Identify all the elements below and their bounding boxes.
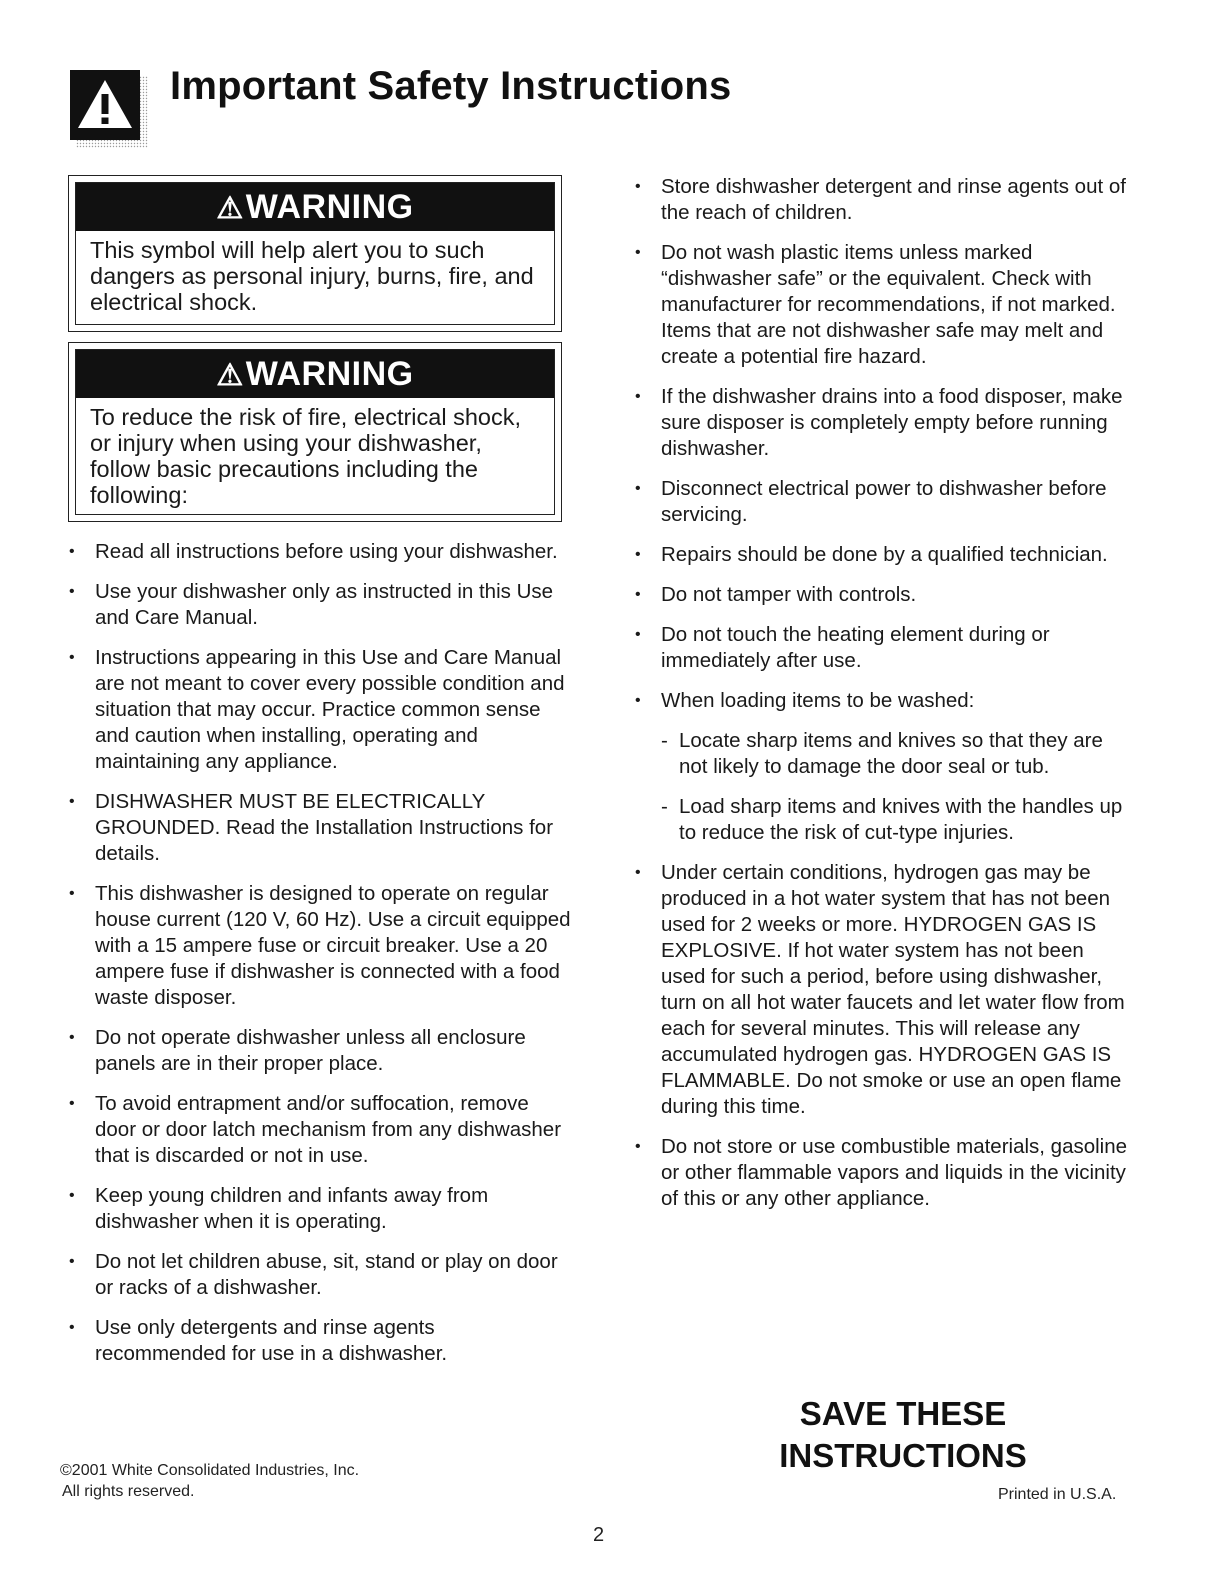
list-item: • Store dishwasher detergent and rinse agents out of the reach of children. (632, 174, 1132, 226)
rights-text: All rights reserved. (62, 1483, 195, 1500)
list-item: • Do not tamper with controls. (632, 582, 1132, 608)
copyright-notice (60, 1460, 359, 1502)
warning-heading-label: WARNING (245, 188, 414, 226)
list-item: • If the dishwasher drains into a food disposer, make sure disposer is completely empty before running dishwasher. (632, 384, 1132, 462)
warning-small-triangle-icon: ⚠ (216, 359, 244, 392)
list-item: • Do not wash plastic items unless marked “dishwasher safe” or the equivalent. Check with manufacturer for recommendations, if not marked. Items that are not dishwasher safe may melt and create a potential fire hazard. (632, 240, 1132, 370)
list-item: • Repairs should be done by a qualified technician. (632, 542, 1132, 568)
list-item: • Read all instructions before using your dishwasher. (66, 539, 571, 565)
save-line-1: SAVE THESE (799, 1395, 1007, 1432)
warning-heading-label: WARNING (245, 355, 414, 393)
warning-heading (76, 350, 554, 398)
list-item: • Do not store or use combustible materials, gasoline or other flammable vapors and liquids in the vicinity of this or any other appliance. (632, 1134, 1132, 1212)
list-item: • This dishwasher is designed to operate on regular house current (120 V, 60 Hz). Use a circuit equipped with a 15 ampere fuse or circuit breaker. Use a 20 ampere fuse if dishwasher is connected with a food waste disposer. (66, 881, 571, 1011)
list-item: • Under certain conditions, hydrogen gas may be produced in a hot water system that has not been used for 2 weeks or more. HYDROGEN GAS IS EXPLOSIVE. If hot water system has not been used for such a period, before using dishwasher, turn on all hot water faucets and let water flow from each for several minutes. This will release any accumulated hydrogen gas. HYDROGEN GAS IS FLAMMABLE. Do not smoke or use an open flame during this time. (632, 860, 1132, 1120)
sublist-item: - Locate sharp items and knives so that they are not likely to damage the door seal or tub. (661, 728, 1132, 780)
warning-text: To reduce the risk of fire, electrical shock, or injury when using your dishwasher, follow basic precautions including the following: (90, 404, 522, 508)
page-title: Important Safety Instructions (170, 64, 732, 108)
warning-box-symbol (68, 175, 562, 332)
warning-triangle-icon (70, 70, 148, 148)
list-item-text: When loading items to be washed: (661, 689, 975, 712)
list-item: • Disconnect electrical power to dishwasher before servicing. (632, 476, 1132, 528)
list-item: • Instructions appearing in this Use and Care Manual are not meant to cover every possible condition and situation that may occur. Practice common sense and caution when installing, operating and maintaining any appliance. (66, 645, 571, 775)
list-item: • Do not let children abuse, sit, stand or play on door or racks of a dishwasher. (66, 1249, 571, 1301)
list-item: • Do not operate dishwasher unless all enclosure panels are in their proper place. (66, 1025, 571, 1077)
list-item: • Use only detergents and rinse agents recommended for use in a dishwasher. (66, 1315, 571, 1367)
list-item: • DISHWASHER MUST BE ELECTRICALLY GROUNDED. Read the Installation Instructions for details. (66, 789, 571, 867)
list-item: • Do not touch the heating element during or immediately after use. (632, 622, 1132, 674)
printed-in: Printed in U.S.A. (998, 1486, 1117, 1503)
warning-heading (76, 183, 554, 231)
warning-small-triangle-icon: ⚠ (216, 192, 244, 225)
sublist-item: - Load sharp items and knives with the handles up to reduce the risk of cut-type injuries. (661, 794, 1132, 846)
list-item: • Keep young children and infants away from dishwasher when it is operating. (66, 1183, 571, 1235)
warning-box-precautions (68, 342, 562, 522)
left-instruction-list (66, 539, 571, 1381)
list-item: • Use your dishwasher only as instructed in this Use and Care Manual. (66, 579, 571, 631)
save-instructions-heading (750, 1393, 1056, 1477)
warning-text: This symbol will help alert you to such dangers as personal injury, burns, fire, and electrical shock. (90, 237, 534, 315)
save-line-2: INSTRUCTIONS (779, 1437, 1027, 1474)
list-item-loading (632, 688, 1132, 846)
page-number: 2 (593, 1524, 605, 1546)
copyright-text: ©2001 White Consolidated Industries, Inc. (60, 1462, 360, 1479)
list-item: • To avoid entrapment and/or suffocation, remove door or door latch mechanism from any dishwasher that is discarded or not in use. (66, 1091, 571, 1169)
right-instruction-list (632, 174, 1132, 1226)
loading-sublist (661, 728, 1132, 846)
